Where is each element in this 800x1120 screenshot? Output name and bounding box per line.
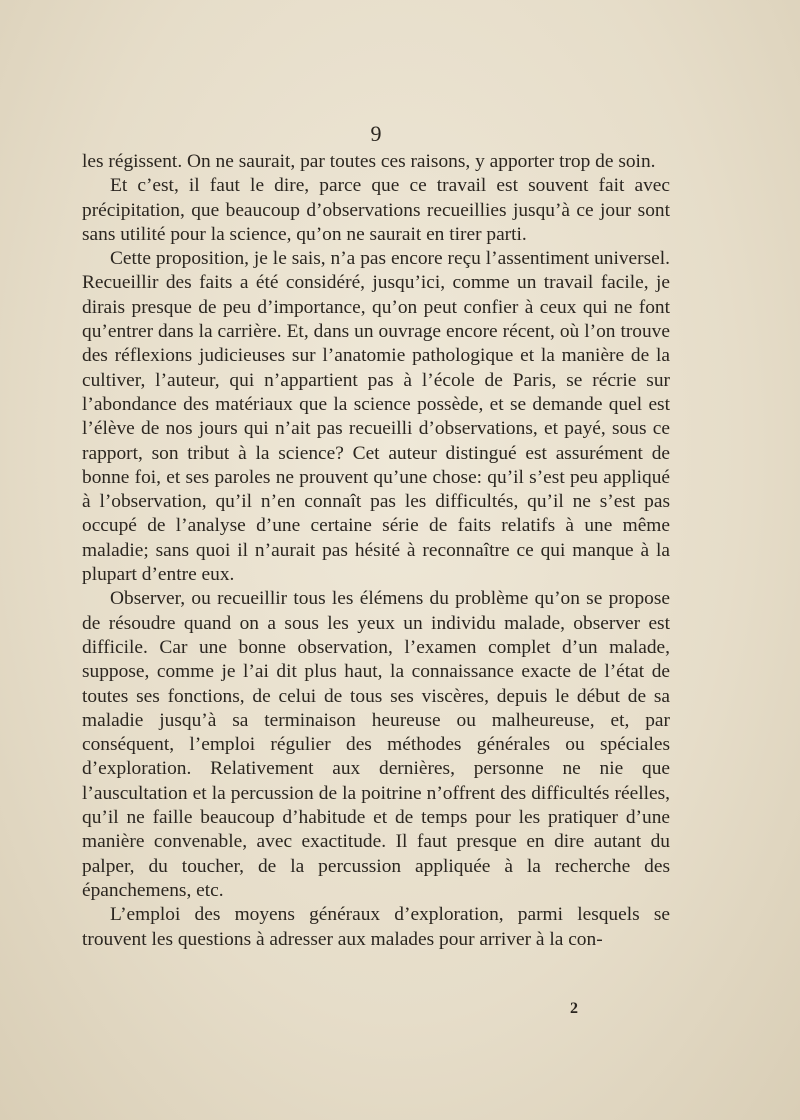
paragraph: Cette proposition, je le sais, n’a pas encore reçu l’assentiment universel. Recueillir des faits a été considéré, jusqu’ici, comme un travail facile, je dirais presque de peu d’importance, qu’on peut confier à ceux qui ne font qu’entrer dans la carrière. Et, dans un ouvrage encore récent, où l’on trouve des réflexions judicieuses sur l’anatomie pathologique et la manière de la cultiver, l’auteur, qui n’appartient pas à l’école de Paris, se récrie sur l’abondance des matériaux que la science possède, et se demande quel est l’élève de nos jours qui n’ait pas recueilli d’observations, et payé, sous ce rapport, son tribut à la science? Cet auteur distingué est assurément de bonne foi, et ses paroles ne prouvent qu’une chose: qu’il s’est peu appliqué à l’observation, qu’il n’en connaît pas les difficultés, qu’il ne s’est pas occupé de l’analyse d’une certaine série de faits relatifs à une même maladie; sans quoi il n’aurait pas hésité à reconnaître ce qui manque à la plupart d’entre eux. xyxy=(82,248,670,586)
page-number: 9 xyxy=(370,121,382,146)
paragraph: Et c’est, il faut le dire, parce que ce travail est souvent fait avec précipitation, que beaucoup d’observations recueillies jusqu’à ce jour sont sans utilité pour la science, qu’on ne saurait en tirer parti. xyxy=(82,175,670,245)
page xyxy=(82,120,670,952)
paragraph: les régissent. On ne saurait, par toutes ces raisons, y apporter trop de soin. xyxy=(82,151,656,172)
paragraph: L’emploi des moyens généraux d’exploration, parmi lesquels se trouvent les questions à adresser aux malades pour arriver à la con- xyxy=(82,904,670,950)
body-text xyxy=(82,150,670,952)
paragraph: Observer, ou recueillir tous les élémens du problème qu’on se propose de résoudre quand on a sous les yeux un individu malade, observer est difficile. Car une bonne observation, l’examen complet d’un malade, suppose, comme je l’ai dit plus haut, la connaissance exacte de l’état de toutes ses fonctions, de celui de tous ses viscères, depuis le début de sa maladie jusqu’à sa terminaison heureuse ou malheureuse, et, par conséquent, l’emploi régulier des méthodes générales ou spéciales d’exploration. Relativement aux dernières, personne ne nie que l’auscultation et la percussion de la poitrine n’offrent des difficultés réelles, qu’il ne faille beaucoup d’habitude et de temps pour les pratiquer d’une manière convenable, avec exactitude. Il faut presque en dire autant du palper, du toucher, de la percussion appliquée à la recherche des épanchemens, etc. xyxy=(82,588,670,901)
signature-mark: 2 xyxy=(570,1000,578,1017)
